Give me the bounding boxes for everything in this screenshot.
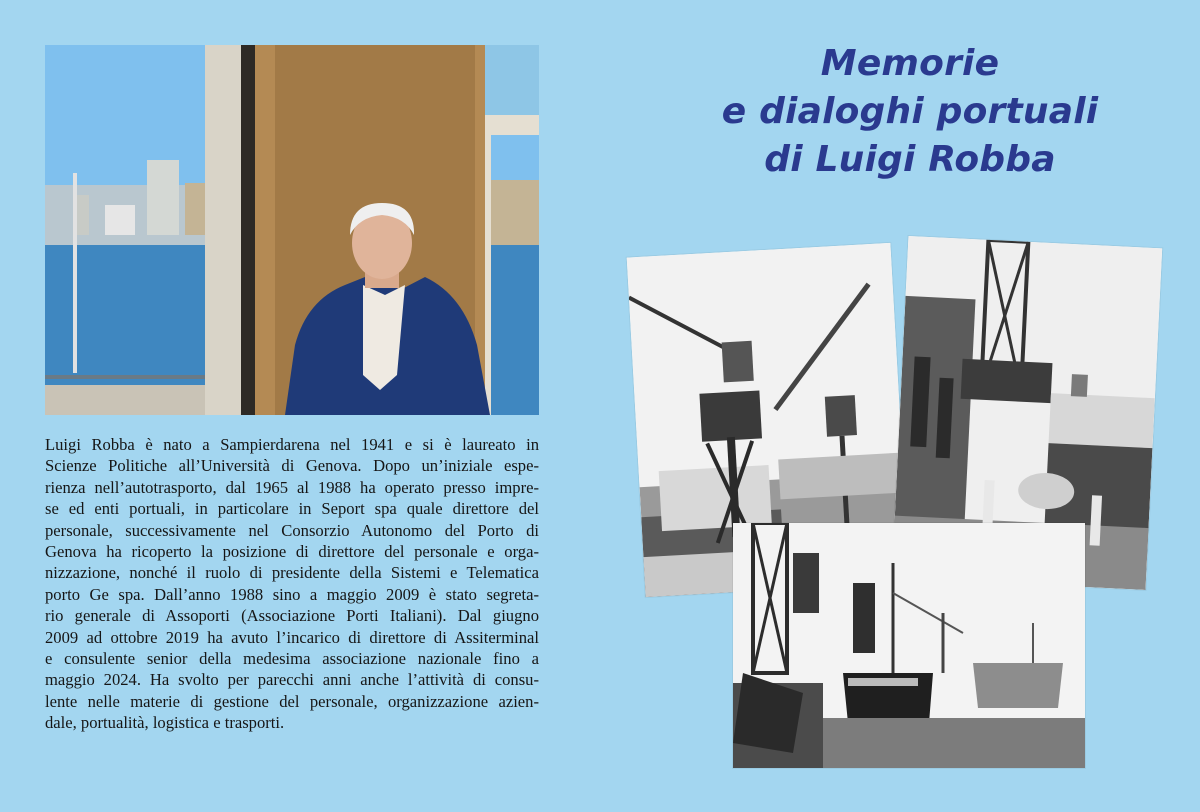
bio-line: rienza nell’autotrasporto, dal 1965 al 1988 ha operato presso impre- bbox=[45, 477, 539, 497]
author-portrait-photo bbox=[45, 45, 539, 415]
bio-line: maggio 2024. Ha svolto per parecchi anni anche l’attività di consu- bbox=[45, 670, 539, 690]
bio-line: lente nelle materie di gestione del personale, organizzazione azien- bbox=[45, 691, 539, 711]
bio-line: se ed enti portuali, in particolare in Seport spa quale direttore del bbox=[45, 499, 539, 519]
bio-line: Genova ha ricoperto la posizione di direttore del personale e orga- bbox=[45, 542, 539, 562]
bio-line: nizzazione, nonché il ruolo di presidente della Sistemi e Telematica bbox=[45, 563, 539, 583]
bio-line: e consulente senior della medesima associazione nazionale fino a bbox=[45, 649, 539, 669]
title-line: e dialoghi portuali bbox=[721, 91, 1099, 132]
harbor-ships-photo bbox=[733, 523, 1085, 768]
title-line: Memorie bbox=[820, 43, 1000, 84]
book-title bbox=[640, 40, 1180, 184]
bio-line: 2009 ad ottobre 2019 ha avuto l’incarico di direttore di Assiterminal bbox=[45, 627, 539, 647]
bio-line: Scienze Politiche all’Università di Genova. Dopo un’iniziale espe- bbox=[45, 456, 539, 476]
bio-line: rio generale di Assoporti (Associazione Porti Italiani). Dal giugno bbox=[45, 606, 539, 626]
bio-line: dale, portualità, logistica e trasporti. bbox=[45, 713, 285, 733]
title-line: di Luigi Robba bbox=[764, 139, 1056, 180]
bio-line: porto Ge spa. Dall’anno 1988 sino a maggio 2009 è stato segreta- bbox=[45, 584, 539, 604]
author-biography bbox=[45, 434, 539, 734]
bio-line: personale, successivamente nel Consorzio Autonomo del Porto di bbox=[45, 520, 539, 540]
bio-line: Luigi Robba è nato a Sampierdarena nel 1941 e si è laureato in bbox=[45, 435, 539, 454]
